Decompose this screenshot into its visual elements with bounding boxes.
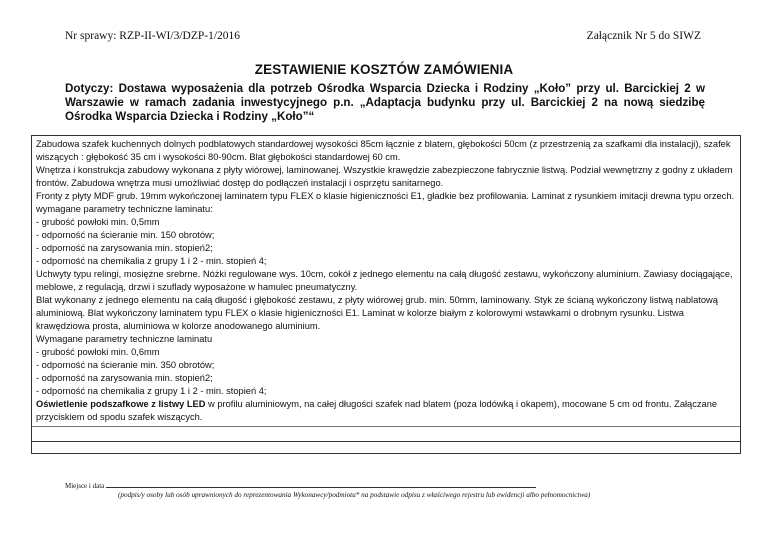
attachment-label: Załącznik Nr 5 do SIWZ <box>586 30 701 42</box>
description-line: Uchwyty typu relingi, mosiężne srebrne. Nóżki regulowane wys. 10cm, cokół z jednego elementu na całą długość zestawu, wykończony aluminium. Zawiasy dociągające, meblowe, z regulacją, drzwi i szuflady wyposażone w hamulec pneumatyczny. <box>36 269 733 292</box>
description-line: Zabudowa szafek kuchennych dolnych podblatowych standardowej wysokości 85cm łącznie z blatem, głębokości 50cm (z przestrzenią za szafkami dla instalacji), szafek wiszących : głębokość 35 cm i wysokości 80-90cm. Blat głębokości standardowej 60 cm. <box>36 139 731 162</box>
signature-place-date <box>65 480 536 490</box>
description-line: Wymagane parametry techniczne laminatu <box>36 334 213 344</box>
signature-caption: (podpis/y osoby lub osób uprawnionych do reprezentowania Wykonawcy/podmiotu* na podstawie odpisu z właściwego rejestru lub ewidencji albo pełnomocnictwa) <box>118 491 591 499</box>
signature-label: Miejsce i data <box>65 482 105 490</box>
table-bottom-row <box>32 441 740 442</box>
document-title: ZESTAWIENIE KOSZTÓW ZAMÓWIENIA <box>254 62 514 77</box>
subject-paragraph: Dotyczy: Dostawa wyposażenia dla potrzeb Ośrodka Wsparcia Dziecka i Rodziny „Koło” przy ul. Barcickiej 2 w Warszawie w ramach zadania inwestycyjnego p.n. „Adaptacja budynku przy ul. Barcickiej 2 na nową siedzibę Ośrodka Wsparcia Dziecka i Rodziny „Koło”“ <box>65 82 705 124</box>
description-table <box>31 135 741 454</box>
description-line: - odporność na chemikalia z grupy 1 i 2 - min. stopień 4; <box>36 256 267 266</box>
case-number: Nr sprawy: RZP-II-WI/3/DZP-1/2016 <box>65 30 241 42</box>
description-line: Blat wykonany z jednego elementu na całą długość i głębokość zestawu, z płyty wiórowej grub. min. 50mm, laminowany. Styk ze ścianą wykończony listwą nablatową aluminiową. Blat wykończony laminatem typu FLEX o klasie higieniczności E1. Laminat w kolorze białym z kolorowymi wstawkami o drobnym rysunku. Listwa krawędziowa prosta, aluminiowa w kolorze anodowanego aluminium. <box>36 295 718 331</box>
description-line: - odporność na chemikalia z grupy 1 i 2 - min. stopień 4; <box>36 386 267 396</box>
description-line: - odporność na zarysowania min. stopień2; <box>36 373 213 383</box>
led-line <box>36 398 737 424</box>
led-rest-text: w profilu aluminiowym, na całej długości szafek nad blatem (poza lodówką i okapem), mocowane 5 cm od frontu. Załączane przyciskiem od spodu szafek wiszących. <box>36 399 718 422</box>
description-cell <box>32 136 740 424</box>
description-line: - odporność na ścieranie min. 350 obrotów; <box>36 360 215 370</box>
description-line: wymagane parametry techniczne laminatu: <box>36 204 213 214</box>
led-bold-text: Oświetlenie podszafkowe z listwy LED <box>36 399 206 409</box>
signature-line <box>106 480 536 488</box>
description-line: Fronty z płyty MDF grub. 19mm wykończonej laminatem typu FLEX o klasie higieniczności E1, gładkie bez profilowania. Laminat z rysunkiem imitacji drewna typu orzech. <box>36 191 735 201</box>
description-line: - odporność na zarysowania min. stopień2; <box>36 243 213 253</box>
description-line: Wnętrza i konstrukcja zabudowy wykonana z płyty wiórowej, laminowanej. Wszystkie krawędzie zabezpieczone fabrycznie listwą. Podział wewnętrzny z godny z układem frontów. Zabudowa wnętrza musi umożliwiać dostęp do podłączeń instalacji i osprzętu sanitarnego. <box>36 165 733 188</box>
description-line: - grubość powłoki min. 0,6mm <box>36 347 160 357</box>
description-line: - odporność na ścieranie min. 150 obrotów; <box>36 230 215 240</box>
description-line: - grubość powłoki min. 0,5mm <box>36 217 160 227</box>
table-divider <box>32 426 740 427</box>
